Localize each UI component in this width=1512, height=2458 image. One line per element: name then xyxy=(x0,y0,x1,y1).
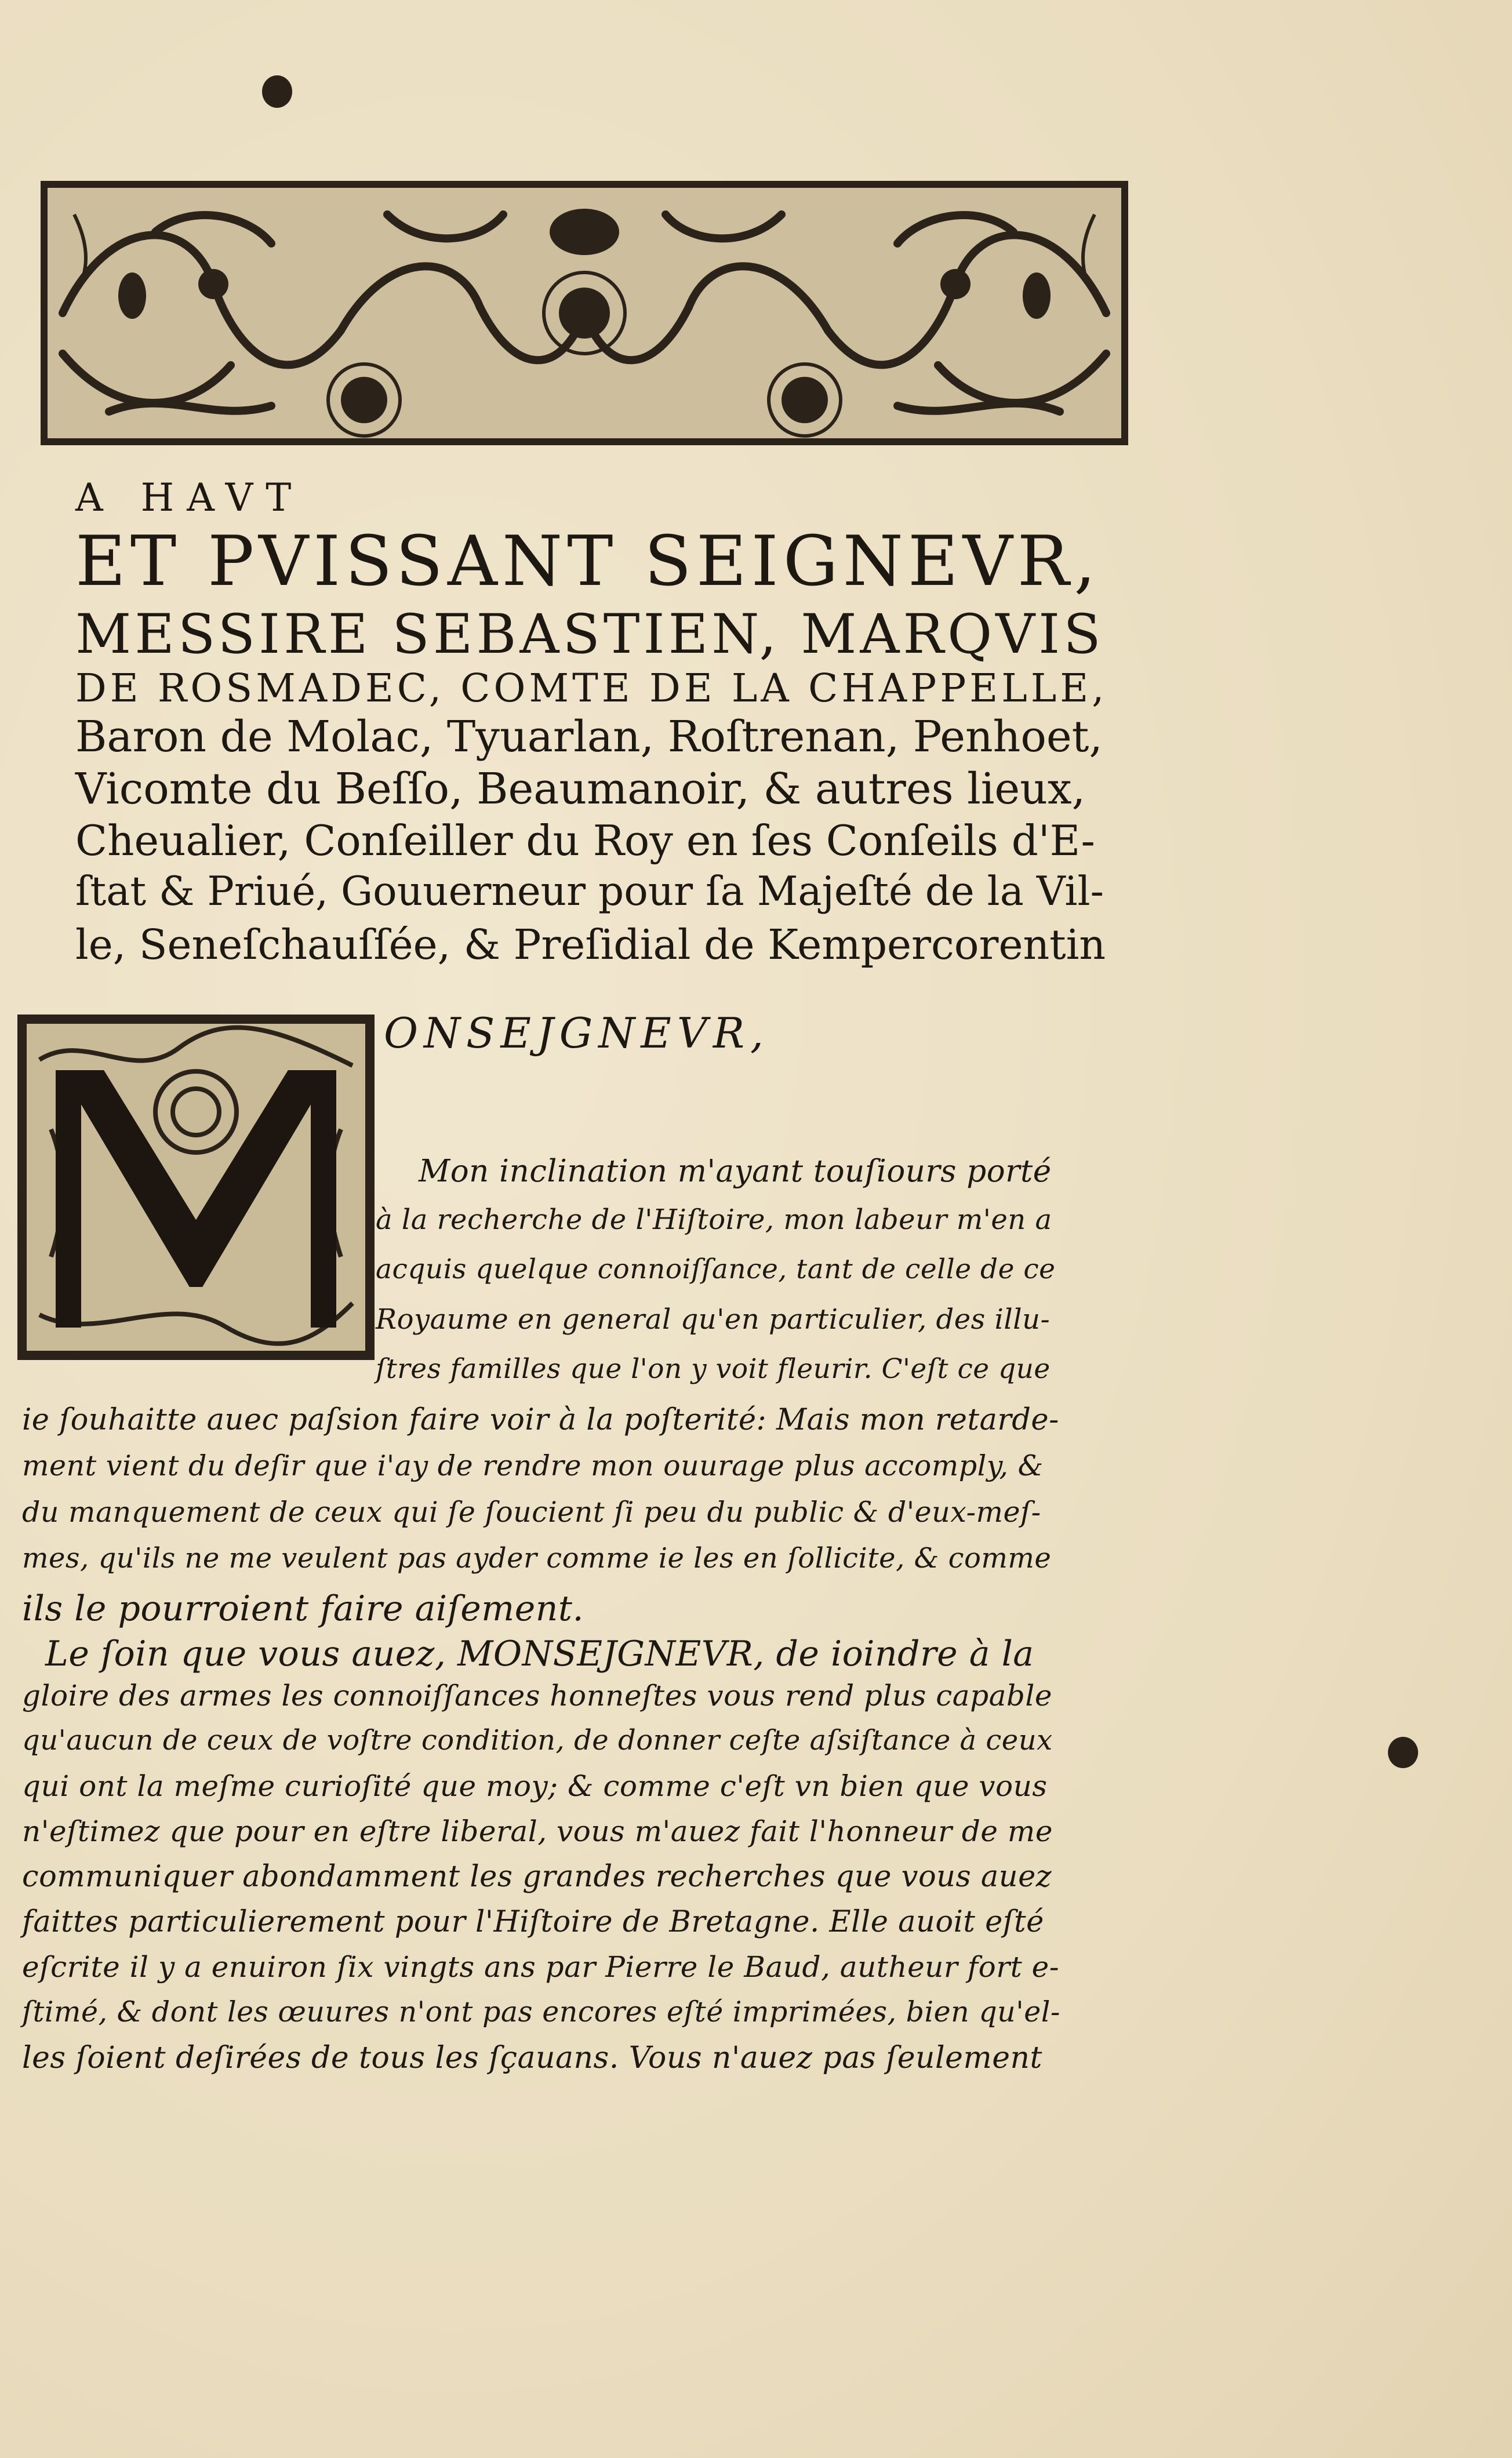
body-line-3: acquis quelque connoiſſance, tant de celle de ce xyxy=(376,1253,1056,1285)
body-line-16: communiquer abondamment les grandes recherches que vous auez xyxy=(22,1860,1052,1894)
body-line-6: ie ſouhaitte auec paſsion faire voir à la poſterité: Mais mon retarde- xyxy=(22,1403,1059,1437)
ink-spot xyxy=(1388,1737,1418,1768)
body-line-4: Royaume en general qu'en particulier, des illu- xyxy=(376,1303,1051,1336)
body-line-8: du manquement de ceux qui ſe ſoucient ſi peu du public & d'eux-meſ- xyxy=(22,1496,1041,1529)
dedication-line-2: ET PVISSANT SEIGNEVR, xyxy=(75,522,1101,602)
ink-spot xyxy=(262,75,292,108)
body-line-10: ils le pourroient faire aiſement. xyxy=(22,1588,584,1629)
decorated-initial-m xyxy=(16,1013,376,1361)
dedication-line-7: Cheualier, Conſeiller du Roy en ſes Conſeils d'E- xyxy=(75,816,1095,865)
body-line-9: mes, qu'ils ne me veulent pas ayder comme ie les en ſollicite, & comme xyxy=(22,1542,1052,1575)
body-line-7: ment vient du deſir que i'ay de rendre mon ouurage plus accomply, & xyxy=(22,1449,1044,1482)
body-line-19: ſtimé, & dont les œuures n'ont pas encores eſté imprimées, bien qu'el- xyxy=(22,1995,1060,2028)
salutation: ONSEJGNEVR, xyxy=(384,1009,769,1057)
ornamental-headpiece xyxy=(39,180,1129,446)
dedication-line-8: ſtat & Priué, Gouuerneur pour ſa Majeſté de la Vil- xyxy=(75,868,1104,915)
dedication-line-3: MESSIRE SEBASTIEN, MARQVIS xyxy=(75,603,1104,666)
dedication-line-5: Baron de Molac, Tyuarlan, Roſtrenan, Penhoet, xyxy=(75,712,1103,762)
body-line-13: qu'aucun de ceux de voſtre condition, de donner ceſte aſsiſtance à ceux xyxy=(22,1724,1053,1757)
body-line-5: ſtres familles que l'on y voit fleurir. C'eſt ce que xyxy=(376,1353,1051,1385)
body-line-17: faittes particulierement pour l'Hiſtoire de Bretagne. Elle auoit eſté xyxy=(22,1905,1044,1939)
body-line-20: les ſoient deſirées de tous les ſçauans. Vous n'auez pas ſeulement xyxy=(22,2041,1042,2075)
body-line-1: Mon inclination m'ayant touſiours porté xyxy=(419,1154,1052,1189)
body-line-14: qui ont la meſme curioſité que moy; & comme c'eſt vn bien que vous xyxy=(22,1769,1048,1803)
body-line-18: eſcrite il y a enuiron ſix vingts ans par Pierre le Baud, autheur fort e- xyxy=(22,1950,1060,1984)
body-line-15: n'eſtimez que pour en eſtre liberal, vous m'auez fait l'honneur de me xyxy=(22,1815,1053,1848)
dedication-line-6: Vicomte du Beſſo, Beaumanoir, & autres lieux, xyxy=(75,764,1086,814)
dedication-line-4: DE ROSMADEC, COMTE DE LA CHAPPELLE, xyxy=(75,666,1108,711)
body-line-11: Le ſoin que vous auez, MONSEJGNEVR, de ioindre à la xyxy=(45,1634,1034,1674)
body-line-2: à la recherche de l'Hiſtoire, mon labeur m'en a xyxy=(376,1203,1052,1236)
body-line-12: gloire des armes les connoiſſances honneſtes vous rend plus capable xyxy=(22,1679,1053,1712)
dedication-line-1: A HAVT xyxy=(75,475,304,520)
dedication-line-9: le, Seneſchauſſée, & Preſidial de Kempercorentin xyxy=(75,921,1106,969)
